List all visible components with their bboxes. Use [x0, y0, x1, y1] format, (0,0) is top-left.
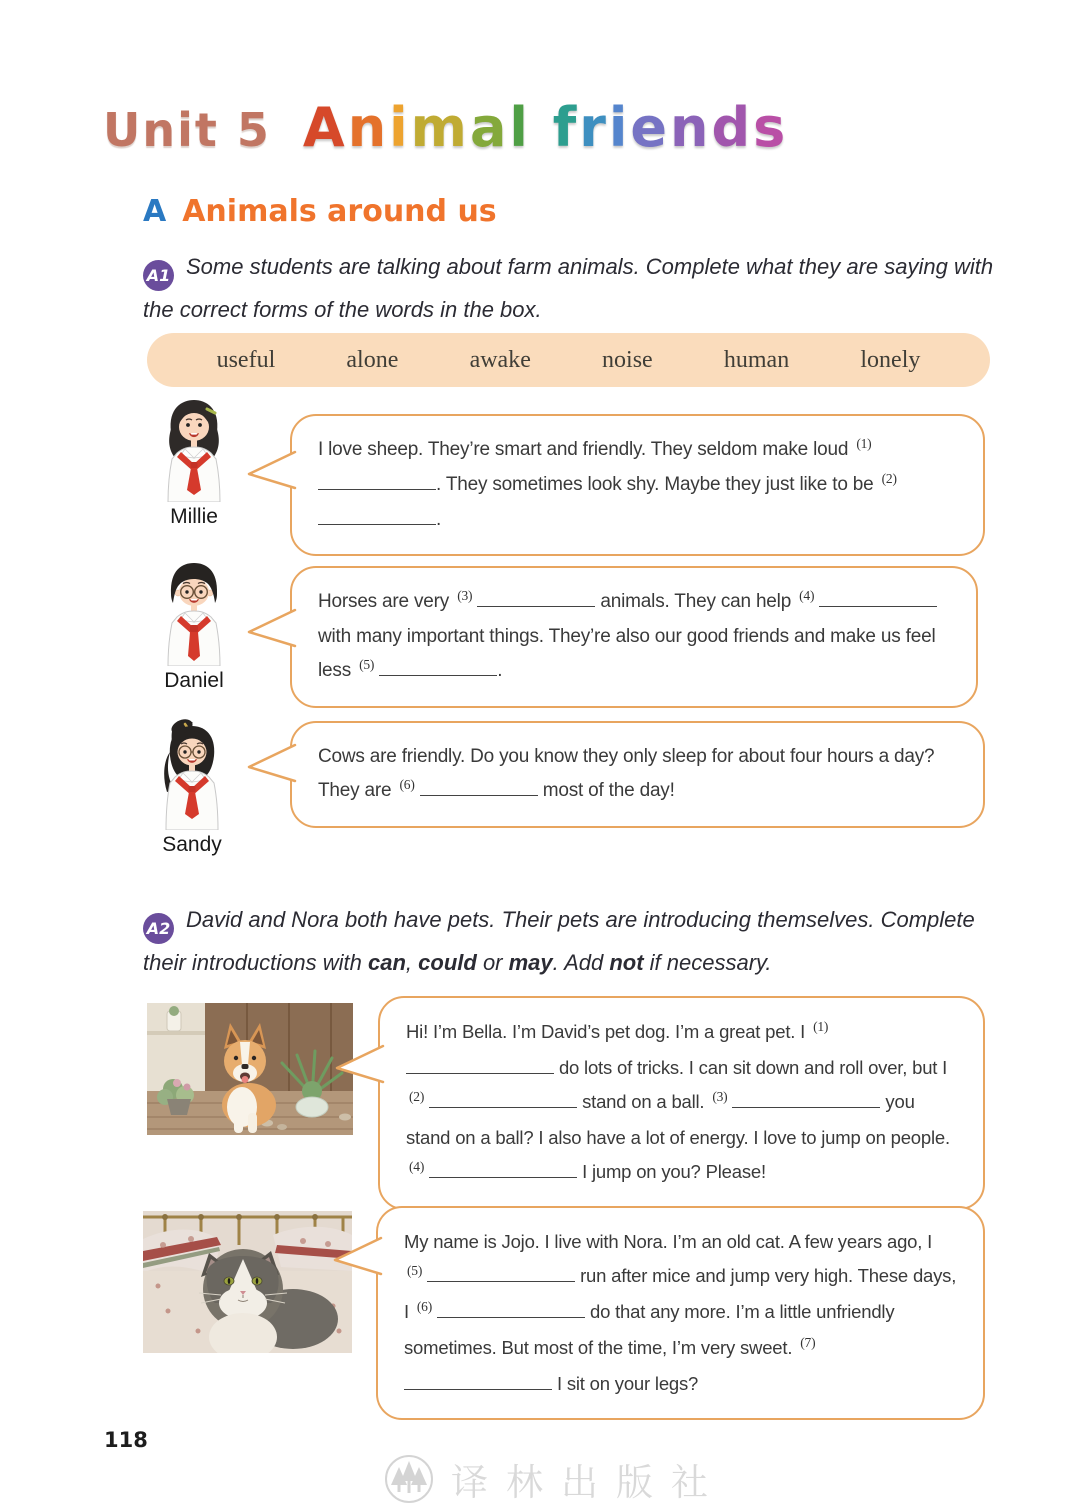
word-option: noise — [602, 346, 653, 373]
bubble-tail — [333, 1236, 383, 1278]
speaker-sandy — [146, 718, 238, 857]
blank-number-label: (5) — [359, 657, 375, 672]
daniel-avatar — [153, 560, 235, 666]
daniel-speech-bubble — [290, 566, 978, 708]
page-title: Animal friends — [302, 96, 789, 159]
bubble-tail — [247, 743, 297, 785]
word-option: alone — [346, 346, 399, 373]
answer-blank[interactable] — [437, 1303, 585, 1318]
answer-blank[interactable] — [429, 1163, 577, 1178]
blank-number-label: (3) — [712, 1089, 728, 1104]
answer-blank[interactable] — [406, 1059, 554, 1074]
word-option: human — [723, 346, 790, 373]
blank-number-label: (1) — [813, 1019, 829, 1034]
answer-blank[interactable] — [404, 1375, 552, 1390]
unit-title — [103, 96, 788, 159]
jojo-speech-text: My name is Jojo. I live with Nora. I’m an old cat. A few years ago, I $^{(5)}$ run after mice and jump very high. These days, I $^{(6)}$ do that any more. I’m a little unfriendly sometimes. But most of the time, I’m very sweet. $^{(7)}$ I sit on your legs? — [404, 1231, 957, 1394]
publisher-logo-icon — [383, 1453, 435, 1505]
answer-blank[interactable] — [427, 1267, 575, 1282]
a1-badge: A1 — [143, 260, 174, 291]
sandy-speech-bubble — [290, 721, 985, 828]
word-option: useful — [216, 346, 276, 373]
millie-avatar — [153, 396, 235, 502]
answer-blank[interactable] — [429, 1093, 577, 1108]
speaker-name: Millie — [170, 505, 218, 528]
unit-number-label: Unit 5 — [103, 103, 271, 157]
word-option: lonely — [860, 346, 921, 373]
section-a-heading — [143, 194, 497, 229]
answer-blank[interactable] — [732, 1093, 880, 1108]
answer-blank[interactable] — [477, 592, 595, 607]
dog-photo — [147, 1003, 353, 1135]
sandy-speech-text: Cows are friendly. Do you know they only sleep for about four hours a day? They are $^{(6)}$ most of the day! — [318, 746, 935, 801]
a2-instruction — [143, 901, 999, 981]
section-letter: A — [143, 194, 167, 229]
bubble-tail — [335, 1044, 385, 1086]
cat-photo — [143, 1211, 352, 1353]
a1-instruction — [143, 248, 999, 328]
jojo-speech-bubble — [376, 1206, 985, 1420]
blank-number-label: (2) — [409, 1089, 425, 1104]
answer-blank[interactable] — [420, 781, 538, 796]
daniel-speech-text: Horses are very $^{(3)}$ animals. They can help $^{(4)}$ with many important things. They’re also our good friends and make us feel less $^{(5)}$ . — [318, 588, 936, 681]
speaker-name: Sandy — [162, 833, 222, 856]
blank-number-label: (4) — [409, 1159, 425, 1174]
speaker-daniel — [148, 560, 240, 693]
bubble-tail — [247, 608, 297, 650]
answer-blank[interactable] — [379, 661, 497, 676]
a2-instruction-text: David and Nora both have pets. Their pets are introducing themselves. Complete their introductions with can, could or may. Add not if necessary. — [143, 907, 975, 975]
word-option: awake — [469, 346, 531, 373]
blank-number-label: (6) — [399, 777, 415, 792]
millie-speech-text: I love sheep. They’re smart and friendly. They seldom make loud $^{(1)}$. They sometimes look shy. Maybe they just like to be $^{(2)}$. — [318, 436, 897, 530]
bella-speech-text: Hi! I’m Bella. I’m David’s pet dog. I’m a great pet. I $^{(1)}$ do lots of tricks. I can sit down and roll over, but I $^{(2)}$ stand on a ball. $^{(3)}$ you stand on a ball? I also have a lot of energy. I love to jump on people. $^{(4)}$ I jump on you? Please! — [406, 1019, 950, 1182]
answer-blank[interactable] — [318, 475, 436, 490]
speaker-name: Daniel — [164, 669, 224, 692]
a2-badge: A2 — [143, 913, 174, 944]
answer-blank[interactable] — [819, 592, 937, 607]
cat-image — [143, 1211, 352, 1353]
blank-number-label: (4) — [799, 588, 815, 603]
blank-number-label: (2) — [881, 471, 897, 486]
section-heading-text: Animals around us — [182, 194, 497, 229]
word-box — [147, 333, 990, 387]
sandy-avatar — [149, 718, 235, 830]
a1-instruction-text: Some students are talking about farm animals. Complete what they are saying with the correct forms of the words in the box. — [143, 254, 994, 322]
publisher-watermark — [383, 1452, 726, 1506]
speaker-millie — [148, 396, 240, 529]
blank-number-label: (1) — [856, 436, 872, 451]
watermark-text: 译林出版社 — [451, 1462, 726, 1503]
blank-number-label: (7) — [800, 1335, 816, 1350]
bubble-tail — [247, 450, 297, 492]
bella-speech-bubble — [378, 996, 985, 1210]
millie-speech-bubble — [290, 414, 985, 556]
blank-number-label: (5) — [407, 1263, 423, 1278]
answer-blank[interactable] — [318, 510, 436, 525]
corgi-puppy-image — [147, 1003, 353, 1135]
blank-number-label: (6) — [416, 1299, 433, 1314]
page-number: 118 — [104, 1428, 148, 1452]
blank-number-label: (3) — [457, 588, 473, 603]
